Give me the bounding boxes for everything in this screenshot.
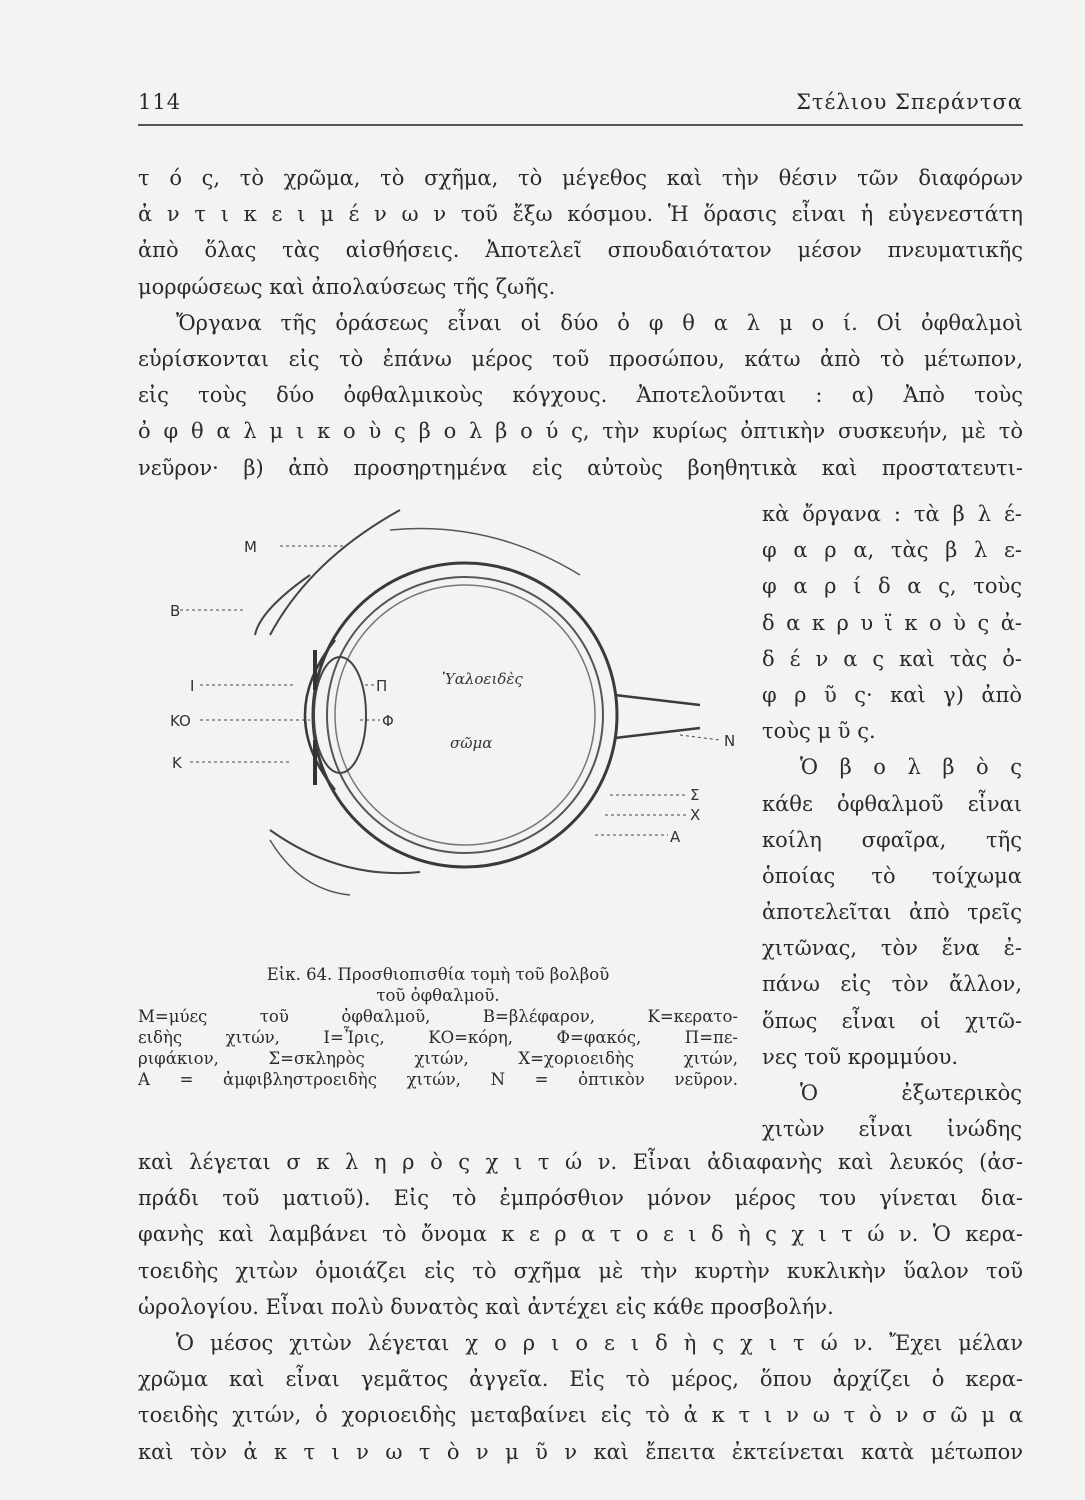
label-s: Σ bbox=[690, 786, 700, 804]
handwritten-label-1: Ὑαλοειδὲς bbox=[442, 670, 523, 688]
choroid-outline bbox=[327, 577, 603, 853]
caption-title-2: τοῦ ὀφθαλμοῦ. bbox=[376, 986, 500, 1005]
caption-line: ειδὴς χιτών, Ι=Ἶρις, ΚΟ=κόρη, Φ=φακός, Π=πε- bbox=[138, 1028, 738, 1047]
side-line: Ὁ β ο λ β ὸ ς bbox=[800, 755, 1022, 780]
text-line: ἀπὸ ὅλας τὰς αἰσθήσεις. Ἀποτελεῖ σπουδαιότατον μέσον πνευματικῆς bbox=[138, 238, 1023, 263]
side-line: Ὁ ἐξωτερικὸς bbox=[800, 1081, 1022, 1105]
text-line: εἰς τοὺς δύο ὀφθαλμικοὺς κόγχους. Ἀποτελοῦνται : α) Ἀπὸ τοὺς bbox=[138, 383, 1023, 408]
label-i: I bbox=[190, 677, 195, 695]
side-line: τοὺς μ ῦ ς. bbox=[762, 719, 876, 744]
caption-line: Α = ἀμφιβληστροειδὴς χιτών, Ν = ὀπτικὸν νεῦρον. bbox=[138, 1070, 738, 1089]
side-line: χιτῶνας, τὸν ἕνα ἐ- bbox=[762, 936, 1022, 961]
label-x: X bbox=[690, 806, 701, 824]
eye-figure bbox=[160, 500, 750, 960]
cornea-outline bbox=[305, 640, 335, 790]
header-rule bbox=[138, 124, 1023, 126]
top-paragraphs bbox=[138, 160, 1023, 486]
text-line: πράδι τοῦ ματιοῦ). Εἰς τὸ ἐμπρόσθιον μόνον μέρος του γίνεται δια- bbox=[138, 1186, 1023, 1211]
side-line: φ α ρ ί δ α ς, τοὺς bbox=[762, 574, 1022, 599]
eye-diagram bbox=[160, 500, 750, 960]
side-line: χιτὼν εἶναι ἰνώδης bbox=[762, 1117, 1022, 1142]
side-line: ὁποίας τὸ τοίχωμα bbox=[762, 863, 1022, 888]
text-line: ὡρολογίου. Εἶναι πολὺ δυνατὸς καὶ ἀντέχει εἰς κάθε προσβολήν. bbox=[138, 1294, 834, 1319]
text-line: εὑρίσκονται εἰς τὸ ἐπάνω μέρος τοῦ προσώπου, κάτω ἀπὸ τὸ μέτωπον, bbox=[138, 346, 1023, 371]
side-line: δ έ ν α ς καὶ τὰς ὀ- bbox=[762, 646, 1022, 671]
label-ko: KO bbox=[170, 712, 191, 730]
text-line: Ὄργανα τῆς ὁράσεως εἶναι οἱ δύο ὀ φ θ α λ μ ο ί. Οἱ ὀφθαλμοὶ bbox=[176, 310, 1023, 335]
side-line: κάθε ὀφθαλμοῦ εἶναι bbox=[762, 791, 1022, 816]
optic-nerve bbox=[615, 695, 700, 738]
figure-caption bbox=[138, 964, 738, 1090]
text-line: τ ό ς, τὸ χρῶμα, τὸ σχῆμα, τὸ μέγεθος καὶ τὴν θέσιν τῶν διαφόρων bbox=[138, 166, 1023, 190]
text-line: μορφώσεως καὶ ἀπολαύσεως τῆς ζωῆς. bbox=[138, 274, 556, 299]
page-header bbox=[138, 90, 1023, 126]
lower-fold bbox=[270, 840, 350, 895]
text-line: νεῦρον· β) ἀπὸ προσηρτημένα εἰς αὐτοὺς βοηθητικὰ καὶ προστατευτι- bbox=[138, 455, 1023, 480]
label-m: M bbox=[244, 538, 257, 556]
text-line: φανὴς καὶ λαμβάνει τὸ ὄνομα κ ε ρ α τ ο ε ι δ ὴ ς χ ι τ ώ ν. Ὁ κερα- bbox=[138, 1222, 1023, 1247]
side-column bbox=[762, 496, 1022, 1147]
side-line: πάνω εἰς τὸν ἄλλον, bbox=[762, 972, 1022, 997]
side-line: κοίλη σφαῖρα, τῆς bbox=[762, 827, 1022, 852]
leader-n bbox=[680, 735, 720, 740]
label-p: Π bbox=[376, 677, 388, 695]
text-line: καὶ τὸν ἀ κ τ ι ν ω τ ὸ ν μ ῦ ν καὶ ἔπειτα ἐκτείνεται κατὰ μέτωπον bbox=[138, 1439, 1023, 1464]
caption-title: Εἰκ. 64. Προσθιοπισθία τομὴ τοῦ βολβοῦ bbox=[266, 965, 610, 984]
side-line: δ α κ ρ υ ϊ κ ο ὺ ς ἀ- bbox=[762, 610, 1022, 635]
text-line: ὀ φ θ α λ μ ι κ ο ὺ ς β ο λ β ο ύ ς, τὴν κυρίως ὀπτικὴν συσκευήν, μὲ τὸ bbox=[138, 419, 1023, 444]
side-line: ἀποτελεῖται ἀπὸ τρεῖς bbox=[762, 900, 1022, 925]
label-k: K bbox=[172, 754, 182, 772]
text-line: τοειδὴς χιτὼν ὁμοιάζει εἰς τὸ σχῆμα μὲ τὴν κυρτὴν κυκλικὴν ὕαλον τοῦ bbox=[138, 1258, 1023, 1283]
lens-outline bbox=[314, 657, 366, 773]
caption-line: Μ=μύες τοῦ ὀφθαλμοῦ, Β=βλέφαρον, Κ=κερατο- bbox=[138, 1007, 738, 1026]
side-line: κὰ ὄργανα : τὰ β λ έ- bbox=[762, 502, 1022, 526]
side-line: φ α ρ α, τὰς β λ ε- bbox=[762, 538, 1022, 563]
side-line: νες τοῦ κρομμύου. bbox=[762, 1044, 959, 1069]
bottom-paragraphs bbox=[138, 1144, 1023, 1470]
text-line: καὶ λέγεται σ κ λ η ρ ὸ ς χ ι τ ώ ν. Εἶναι ἀδιαφανὴς καὶ λευκός (ἀσ- bbox=[138, 1150, 1023, 1174]
text-line: ἀ ν τ ι κ ε ι μ έ ν ω ν τοῦ ἔξω κόσμου. Ἡ ὅρασις εἶναι ἡ εὐγενεστάτη bbox=[138, 202, 1023, 227]
eyelid-fold bbox=[255, 575, 310, 635]
handwritten-label-2: σῶμα bbox=[450, 734, 493, 752]
text-line: τοειδὴς χιτών, ὁ χοριοειδὴς μεταβαίνει εἰς τὸ ἀ κ τ ι ν ω τ ὸ ν σ ῶ μ α bbox=[138, 1403, 1023, 1428]
label-b: B bbox=[170, 602, 181, 620]
upper-muscle bbox=[390, 528, 580, 575]
running-head: Στέλιου Σπεράντσα bbox=[796, 90, 1023, 114]
page-number: 114 bbox=[138, 90, 182, 114]
label-n: N bbox=[724, 732, 736, 750]
text-line: Ὁ μέσος χιτὼν λέγεται χ ο ρ ι ο ε ι δ ὴ ς χ ι τ ώ ν. Ἔχει μέλαν bbox=[176, 1330, 1023, 1355]
side-line: φ ρ ῦ ς· καὶ γ) ἀπὸ bbox=[762, 682, 1022, 707]
sclera-outline bbox=[313, 563, 617, 867]
retina-outline bbox=[335, 585, 595, 845]
text-line: χρῶμα καὶ εἶναι γεμᾶτος ἀγγεῖα. Εἰς τὸ μέρος, ὅπου ἀρχίζει ὁ κερα- bbox=[138, 1367, 1023, 1392]
caption-line: ριφάκιον, Σ=σκληρὸς χιτών, Χ=χοριοειδὴς χιτών, bbox=[138, 1049, 738, 1068]
label-f: Φ bbox=[382, 712, 394, 730]
side-line: ὅπως εἶναι οἱ χιτῶ- bbox=[762, 1008, 1022, 1033]
label-a: A bbox=[670, 828, 681, 846]
